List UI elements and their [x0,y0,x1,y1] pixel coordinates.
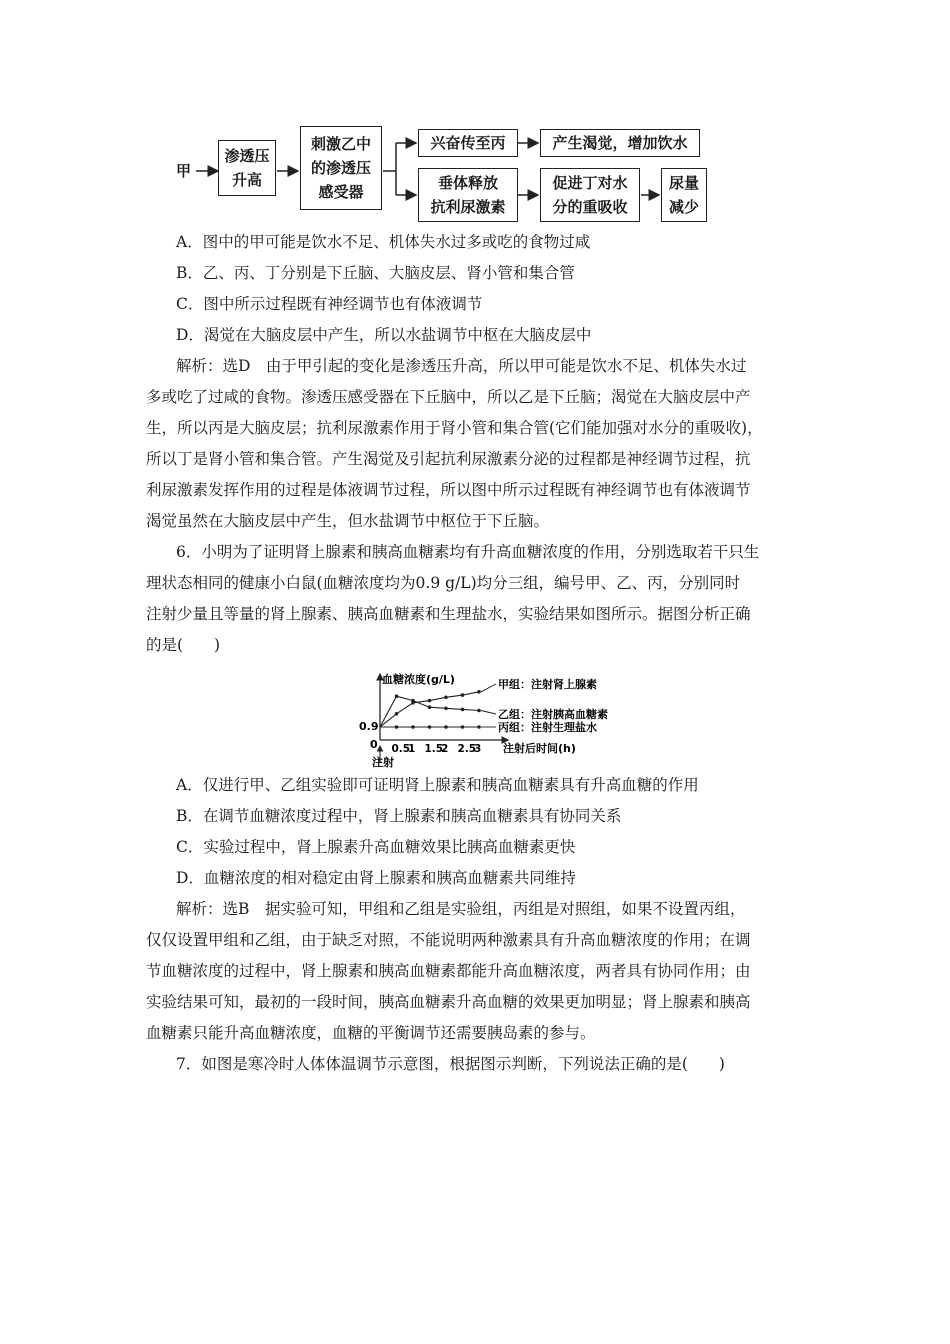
data-point [395,725,399,729]
q6-analysis-3: 节血糖浓度的过程中，肾上腺素和胰高血糖素都能升高血糖浓度，两者具有协同作用；由 [146,962,751,980]
x-tick-label: 3 [474,743,482,755]
q6-analysis-1: 解析：选B 据实验可知，甲组和乙组是实验组，丙组是对照组，如果不设置丙组， [176,900,746,918]
q5-analysis-6: 渴觉虽然在大脑皮层中产生，但水盐调节中枢位于下丘脑。 [146,512,550,530]
q5-option-c: C．图中所示过程既有神经调节也有体液调节 [176,295,483,313]
q6-option-d: D．血糖浓度的相对稳定由肾上腺素和胰高血糖素共同维持 [176,869,576,887]
data-point [395,694,399,698]
series-lines [380,690,481,729]
q5-option-a: A．图中的甲可能是饮水不足、机体失水过多或吃的食物过咸 [176,233,591,251]
x-tick-label: 2.5 [457,743,477,755]
data-point [477,725,481,729]
series-label-0: 甲组：注射肾上腺素 [498,678,597,691]
q5-analysis-4: 所以丁是肾小管和集合管。产生渴觉及引起抗利尿激素分泌的过程都是神经调节过程，抗 [146,450,751,468]
data-point [477,690,481,694]
y-axis-label: 血糖浓度(g/L) [382,673,455,686]
q7-stem: 7．如图是寒冷时人体体温调节示意图，根据图示判断，下列说法正确的是( ) [176,1055,725,1073]
q5-analysis-1: 解析：选D 由于甲引起的变化是渗透压升高，所以甲可能是饮水不足、机体失水过 [176,357,747,375]
injection-label: 注射 [372,756,394,769]
data-point [411,725,415,729]
series-labels [481,677,608,734]
data-point [428,699,432,703]
q6-option-c: C．实验过程中，肾上腺素升高血糖效果比胰高血糖素更快 [176,838,576,856]
data-point [444,725,448,729]
x-tick-label: 2 [441,743,449,755]
y-tick-label: 0.9 [359,720,379,733]
data-point [428,705,432,709]
q5-analysis-3: 生，所以丙是大脑皮层；抗利尿激素作用于肾小管和集合管(它们能加强对水分的重吸收)， [146,419,763,437]
data-point [461,693,465,697]
q5-analysis-5: 利尿激素发挥作用的过程是体液调节过程，所以图中所示过程既有神经调节也有体液调节 [146,481,751,499]
x-tick-labels [392,743,482,755]
x-tick-label: 0.5 [391,743,411,755]
data-point [444,696,448,700]
q6-stem-4: 的是( ) [146,636,221,654]
data-point [461,708,465,712]
q6-analysis-4: 实验结果可知，最初的一段时间，胰高血糖素升高血糖的效果更加明显；肾上腺素和胰高 [146,993,751,1011]
data-point [477,709,481,713]
flow-box-receptor: 刺激乙中 的渗透压 感受器 [300,126,382,210]
q5-option-d: D．渴觉在大脑皮层中产生，所以水盐调节中枢在大脑皮层中 [176,326,592,344]
data-point [411,699,415,703]
flow-diagram [176,126,716,222]
series-leader-1 [481,711,496,715]
x-axis-label: 注射后时间(h) [503,742,576,755]
blood-glucose-chart [350,668,640,770]
data-point [444,707,448,711]
flow-box-osmotic: 渗透压 升高 [218,140,276,196]
flow-box-thirst: 产生渴觉，增加饮水 [540,129,700,157]
flow-box-reabsorb: 促进丁对水 分的重吸收 [540,168,640,222]
q6-stem-3: 注射少量且等量的肾上腺素、胰高血糖素和生理盐水，实验结果如图所示。据图分析正确 [146,605,751,623]
origin-label: 0 [370,738,378,751]
series-leader-0 [481,684,496,692]
x-tick-label: 1.5 [424,743,444,755]
flow-box-urine: 尿量 减少 [661,168,707,222]
series-label-2: 丙组：注射生理盐水 [498,721,597,734]
q6-option-b: B．在调节血糖浓度过程中，肾上腺素和胰高血糖素具有协同关系 [176,807,622,825]
flow-box-adh: 垂体释放 抗利尿激素 [418,168,518,222]
q5-option-b: B．乙、丙、丁分别是下丘脑、大脑皮层、肾小管和集合管 [176,264,575,282]
q6-stem-2: 理状态相同的健康小白鼠(血糖浓度均为0.9 g/L)均分三组，编号甲、乙、丙，分别同时 [146,574,741,592]
q6-analysis-5: 血糖素只能升高血糖浓度，血糖的平衡调节还需要胰岛素的参与。 [146,1024,596,1042]
q6-option-a: A．仅进行甲、乙组实验即可证明肾上腺素和胰高血糖素具有升高血糖的作用 [176,776,699,794]
data-point [428,725,432,729]
data-point [395,712,399,716]
q6-stem-1: 6．小明为了证明肾上腺素和胰高血糖素均有升高血糖浓度的作用，分别选取若干只生 [176,543,760,561]
q6-analysis-2: 仅仅设置甲组和乙组，由于缺乏对照，不能说明两种激素具有升高血糖浓度的作用；在调 [146,931,751,949]
series-label-1: 乙组：注射胰高血糖素 [498,708,608,721]
x-tick-label: 1 [408,743,416,755]
data-point [461,725,465,729]
flow-box-excite: 兴奋传至丙 [418,129,518,157]
q5-analysis-2: 多或吃了过咸的食物。渗透压感受器在下丘脑中，所以乙是下丘脑；渴觉在大脑皮层中产 [146,388,751,406]
flow-start: 甲 [176,162,192,180]
